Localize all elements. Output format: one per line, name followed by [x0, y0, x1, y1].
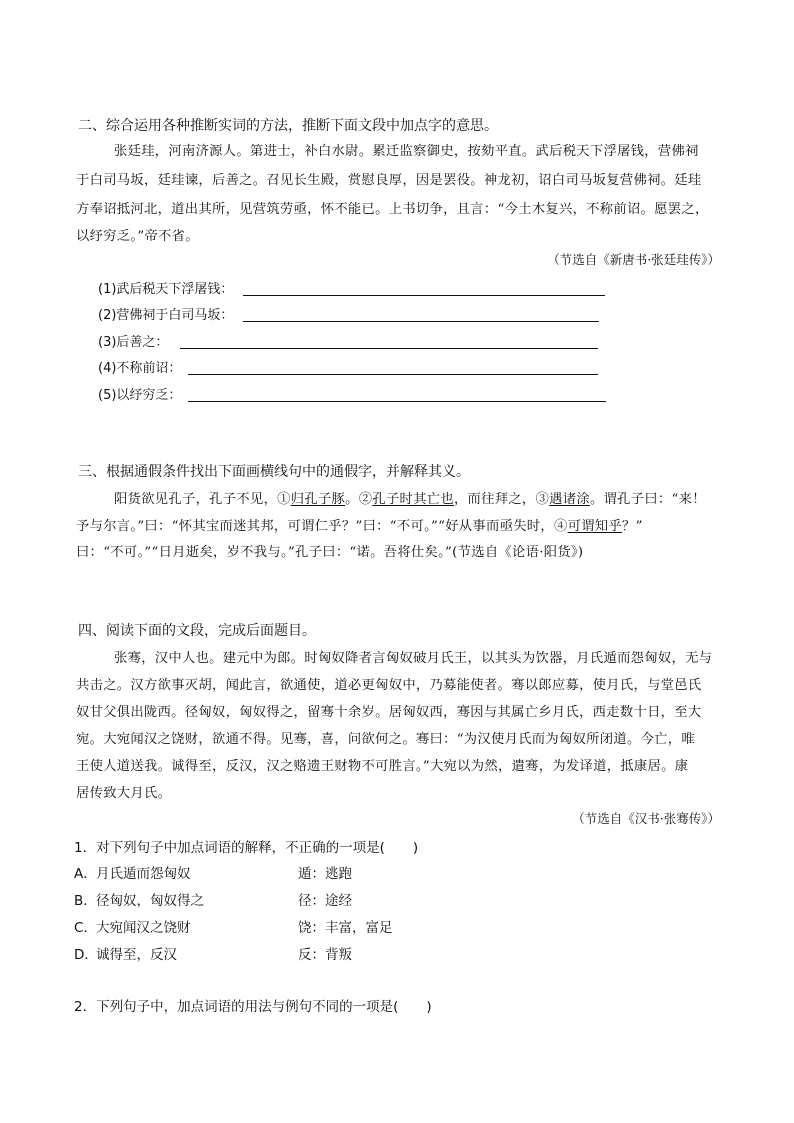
question-2-stem: 2．下列句子中，加点词语的用法与例句不同的一项是( ): [74, 999, 432, 1015]
question-row-4: [98, 359, 181, 379]
option-explanation: 反：背叛: [298, 947, 352, 963]
question-label: (2)营佛祠于白司马坂：: [98, 308, 234, 323]
underlined-sentence-2: 孔子时其亡也: [372, 492, 454, 507]
answer-blank[interactable]: [188, 374, 598, 375]
answer-blank[interactable]: [243, 321, 599, 322]
option-explanation: 遁：逃跑: [298, 866, 352, 882]
section2-passage-line: 方奉诏抵河北，道出其所，见营筑劳亟，怀不能已。上书切争，且言：“今土木复兴，不称前诏。愿罢之，: [76, 202, 709, 217]
section2-passage-line: 张廷珪，河南济源人。第进士，补白水尉。累迁监察御史，按劾平直。武后税天下浮屠钱，营佛祠: [114, 144, 699, 159]
option-c[interactable]: C．大宛闻汉之饶财 饶：丰富，富足: [74, 920, 393, 936]
section4-passage-line: 奴甘父俱出陇西。径匈奴，匈奴得之，留骞十余岁。居匈奴西，骞因与其属亡乡月氏，西走数十日，至大: [76, 705, 702, 720]
section2-passage-line: 于白司马坂，廷珪谏，后善之。召见长生殿，赏慰良厚，因是罢役。神龙初，诏白司马坂复营佛祠。廷珪: [76, 173, 702, 188]
answer-blank[interactable]: [180, 348, 598, 349]
section4-source: （节选自《汉书·张骞传》）: [572, 811, 720, 826]
option-b[interactable]: B．径匈奴，匈奴得之 径：途经: [74, 893, 352, 909]
question-1-stem: 1．对下列句子中加点词语的解释，不正确的一项是( ): [74, 840, 419, 856]
section4-heading: 四、阅读下面的文段，完成后面题目。: [78, 623, 316, 639]
answer-blank[interactable]: [243, 295, 605, 296]
option-explanation: 饶：丰富，富足: [298, 920, 393, 936]
section4-passage-line: 居传致大月氏。: [76, 786, 172, 801]
section3-passage-line: 阳货欲见孔子，孔子不见，①归孔子豚。②孔子时其亡也，而往拜之，③遇诸涂。谓孔子曰：“来！: [114, 492, 706, 507]
option-d[interactable]: D．诚得至，反汉 反：背叛: [74, 947, 352, 963]
question-row-3: [98, 333, 168, 353]
option-explanation: 径：途经: [298, 893, 352, 909]
question-row-2: [98, 306, 233, 326]
section4-passage-line: 宛。大宛闻汉之饶财，欲通不得。见骞，喜，问欲何之。骞曰：“为汉使月氏而为匈奴所闭道。今亡，唯: [76, 732, 695, 747]
option-a[interactable]: A．月氏遁而怨匈奴 遁：逃跑: [74, 866, 352, 882]
question-label: (4)不称前诏：: [98, 361, 182, 376]
question-label: (1)武后税天下浮屠钱：: [98, 282, 234, 297]
underlined-sentence-4: 可谓知乎: [567, 519, 622, 534]
section4-passage-line: 共击之。汉方欲事灭胡，闻此言，欲通使，道必更匈奴中，乃募能使者。骞以郎应募，使月氏，与堂邑氏: [76, 678, 702, 693]
section3-heading: 三、根据通假条件找出下面画横线句中的通假字，并解释其义。: [78, 464, 470, 480]
section4-passage-line: 张骞，汉中人也。建元中为郎。时匈奴降者言匈奴破月氏王，以其头为饮器，月氏遁而怨匈奴，无与: [114, 651, 713, 666]
question-row-5: [98, 386, 181, 406]
question-label: (5)以纾穷乏：: [98, 388, 182, 403]
section2-source: （节选自《新唐书·张廷珪传》）: [547, 252, 720, 267]
section4-passage-line: 王使人道送我。诚得至，反汉，汉之赂遗王财物不可胜言。”大宛以为然，遣骞，为发译道，抵康居。康: [76, 759, 689, 774]
answer-blank[interactable]: [188, 401, 606, 402]
section2-heading: 二、综合运用各种推断实词的方法，推断下面文段中加点字的意思。: [78, 118, 498, 134]
section2-passage-line: 以纾穷乏。”帝不省。: [76, 229, 199, 244]
question-row-1: [98, 280, 233, 300]
underlined-sentence-1: 归孔子豚: [290, 492, 346, 507]
section3-passage-line: 曰：“不可。”“日月逝矣，岁不我与。”孔子曰：“诺。吾将仕矣。”(节选自《论语·阳货》): [76, 545, 584, 560]
section3-passage-line: 予与尔言。”曰：“怀其宝而迷其邦，可谓仁乎？”曰：“不可。”“好从事而亟失时，④可谓知乎？”: [76, 519, 643, 534]
underlined-sentence-3: 遇诸涂: [549, 492, 590, 507]
question-label: (3)后善之：: [98, 335, 169, 350]
